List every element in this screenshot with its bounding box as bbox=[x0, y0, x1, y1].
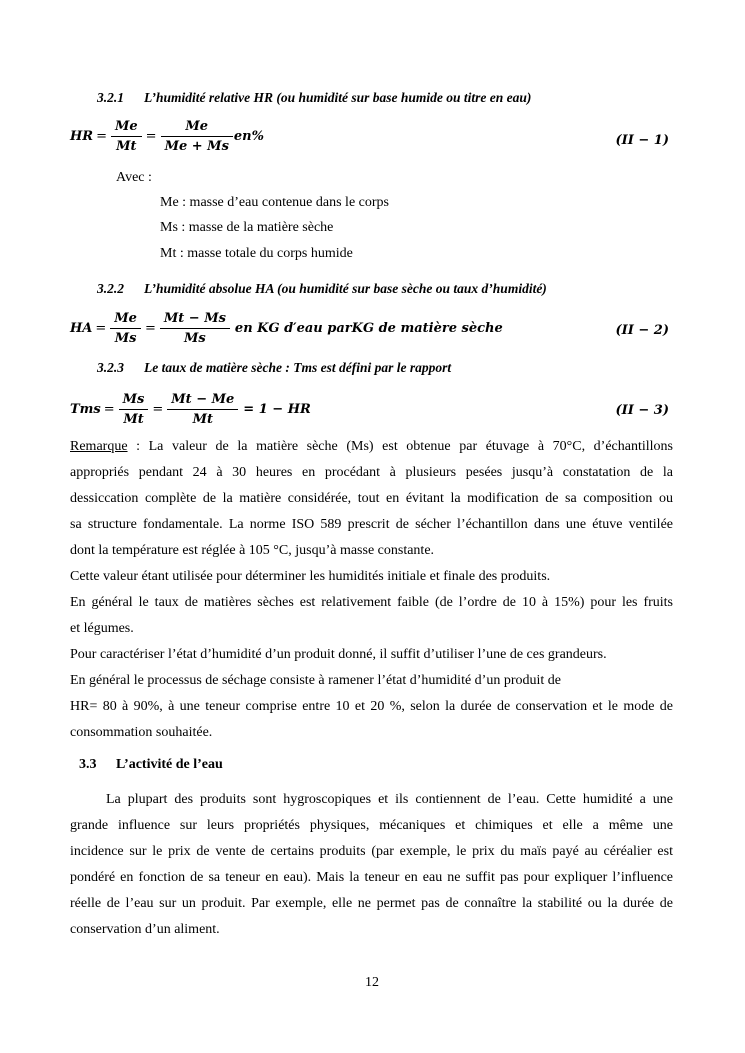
fraction-denominator: Mt bbox=[167, 409, 238, 427]
equation-lhs: HR bbox=[70, 128, 94, 144]
text-line: incidence sur le prix de vente de certains produits (par exemple, le prix du maïs payé au céréalier est bbox=[70, 844, 673, 859]
fraction bbox=[162, 311, 228, 346]
fraction-numerator: Me bbox=[115, 118, 138, 134]
fraction-numerator: Mt − Me bbox=[171, 391, 235, 407]
fraction-denominator: Mt bbox=[111, 136, 142, 154]
text-line: réelle de l’eau sur un produit. Par exemple, elle ne permet pas de connaître la stabilité ou la durée de bbox=[70, 896, 673, 911]
section-number: 3.2.2 bbox=[97, 281, 124, 296]
equation-suffix: = 1 − HR bbox=[243, 401, 311, 417]
fraction bbox=[112, 311, 139, 346]
text-line: consommation souhaitée. bbox=[70, 725, 213, 740]
text-line: Pour caractériser l’état d’humidité d’un produit donné, il suffit d’utiliser l’une de ces grandeurs. bbox=[70, 647, 607, 662]
equation-label: (II − 1) bbox=[615, 133, 669, 148]
fraction bbox=[121, 392, 147, 427]
text-line: En général le processus de séchage consiste à ramener l’état d’humidité d’un produit de bbox=[70, 673, 561, 688]
text-line: pondéré en fonction de sa teneur en eau). Mais la teneur en eau ne suffit pas pour expliquer l’influence bbox=[70, 870, 673, 885]
fraction-denominator: Ms bbox=[160, 328, 230, 346]
fraction-denominator: Mt bbox=[119, 409, 149, 427]
text-line: grande influence sur leurs propriétés physiques, mécaniques et chimiques et elle a même une bbox=[70, 818, 673, 833]
equation-lhs: Tms bbox=[70, 401, 101, 417]
section-number: 3.2.3 bbox=[97, 360, 124, 375]
section-heading-3-2-2 bbox=[97, 281, 547, 297]
fraction-numerator: Me bbox=[114, 310, 137, 326]
avec-label: Avec : bbox=[116, 170, 152, 185]
fraction-denominator: Ms bbox=[110, 328, 141, 346]
fraction bbox=[163, 119, 231, 154]
section-number: 3.3 bbox=[79, 757, 97, 772]
text-line: sa structure fondamentale. La norme ISO 589 prescrit de sécher l’échantillon dans une étuve ventilée bbox=[70, 517, 673, 532]
text-line: et légumes. bbox=[70, 621, 134, 636]
remarque-paragraph bbox=[70, 434, 673, 746]
text-line: En général le taux de matières sèches est relativement faible (de l’ordre de 10 à 15%) pour les fruits bbox=[70, 595, 673, 610]
text-line: conservation d’un aliment. bbox=[70, 922, 220, 937]
fraction bbox=[113, 119, 140, 154]
remarque-label: Remarque bbox=[70, 439, 128, 454]
equation-tms: Tms = $\frac{Ms}{Mt}$ = $\frac{Mt - Me}{Mt}$ = 1 − HR bbox=[70, 391, 311, 427]
text-line: appropriés pendant 24 à 30 heures en procédant à plusieurs pesées jusqu’à constatation de la bbox=[70, 465, 673, 480]
definition-item: Ms : masse de la matière sèche bbox=[160, 220, 334, 235]
equation-ha: HA = $\frac{Me}{Ms}$ = $\frac{Mt - Ms}{Ms}$ en KG d′eau parKG de matière sèche bbox=[70, 310, 503, 346]
fraction-numerator: Ms bbox=[122, 391, 145, 407]
fraction bbox=[169, 392, 236, 427]
section-heading-3-2-3 bbox=[97, 360, 451, 376]
equation-lhs: HA bbox=[70, 320, 93, 336]
text-line: dessiccation complète de la matière considérée, tout en évitant la modification de sa composition ou bbox=[70, 491, 673, 506]
text-line: La plupart des produits sont hygroscopiques et ils contiennent de l’eau. Cette humidité a une bbox=[106, 792, 673, 807]
page-number: 12 bbox=[365, 975, 379, 990]
section-title: Le taux de matière sèche : Tms est défini par le rapport bbox=[144, 360, 452, 375]
definition-item: Me : masse d’eau contenue dans le corps bbox=[160, 195, 389, 210]
section-title: L’humidité absolue HA (ou humidité sur base sèche ou taux d’humidité) bbox=[144, 281, 547, 296]
text-line: HR= 80 à 90%, à une teneur comprise entre 10 et 20 %, selon la durée de conservation et le mode de bbox=[70, 699, 673, 714]
text-line: Cette valeur étant utilisée pour déterminer les humidités initiale et finale des produits. bbox=[70, 569, 551, 584]
equation-label: (II − 2) bbox=[615, 323, 669, 338]
section-number: 3.2.1 bbox=[97, 90, 124, 105]
section-title: L’humidité relative HR (ou humidité sur base humide ou titre en eau) bbox=[144, 90, 532, 105]
fraction-numerator: Me bbox=[185, 118, 209, 134]
equation-suffix: en% bbox=[233, 128, 264, 144]
activite-paragraph bbox=[70, 787, 673, 943]
definition-item: Mt : masse totale du corps humide bbox=[160, 246, 353, 261]
equation-label: (II − 3) bbox=[615, 403, 669, 418]
fraction-denominator: Me + Ms bbox=[161, 136, 233, 154]
section-title: L’activité de l’eau bbox=[116, 757, 223, 772]
text-span: : La valeur de la matière sèche (Ms) est obtenue par étuvage à 70°C, d’échantillons bbox=[127, 439, 673, 454]
section-heading-3-2-1 bbox=[97, 90, 531, 106]
text-line bbox=[70, 434, 673, 460]
section-heading-3-3 bbox=[79, 757, 223, 773]
equation-hr: HR = $\frac{Me}{Mt}$ = $\frac{Me}{Me + Ms}$ en% bbox=[70, 118, 264, 154]
equation-suffix: en KG d′eau parKG de matière sèche bbox=[234, 320, 503, 336]
text-line: dont la température est réglée à 105 °C, jusqu’à masse constante. bbox=[70, 543, 435, 558]
fraction-numerator: Mt − Ms bbox=[163, 310, 226, 326]
